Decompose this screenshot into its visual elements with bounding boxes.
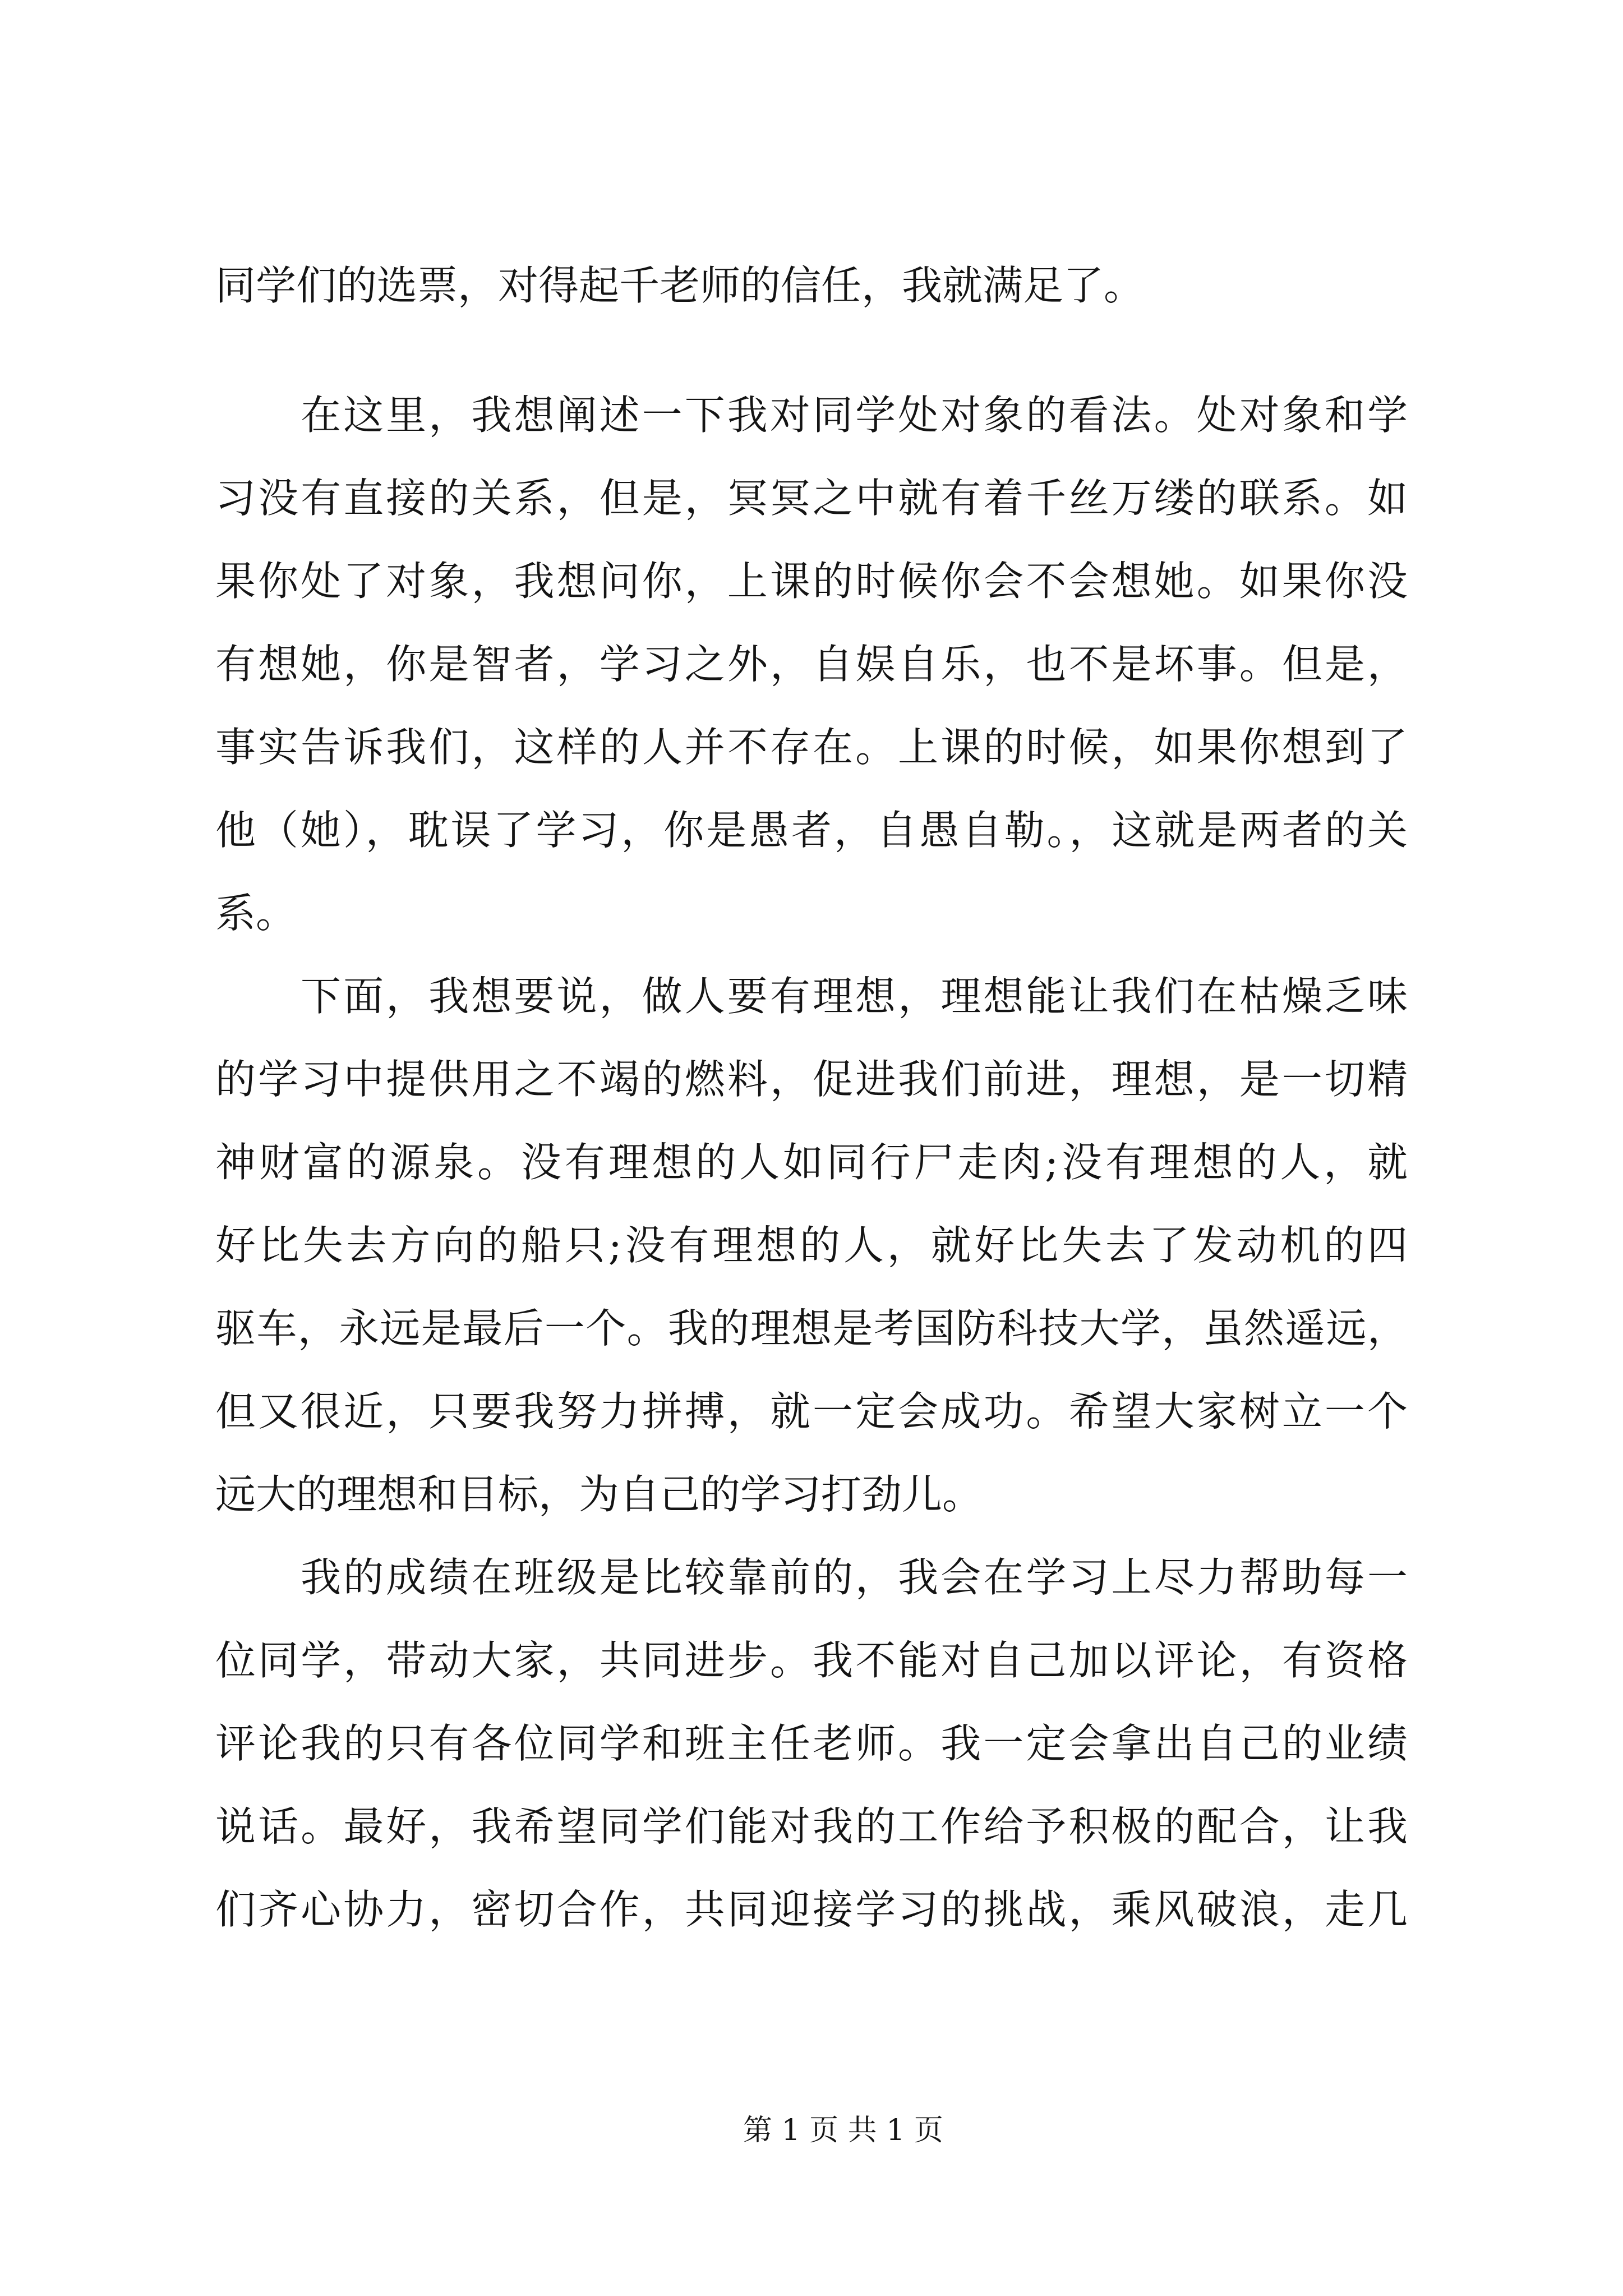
paragraph-dating-view (215, 374, 1408, 955)
text-line: 同学们的选票，对得起千老师的信任，我就满足了。 (215, 262, 1145, 309)
text-line: 习没有直接的关系，但是，冥冥之中就有着千丝万缕的联系。如 (215, 475, 1408, 522)
page-number-footer: 第 1 页 共 1 页 (743, 2114, 943, 2147)
text-line: 事实告诉我们，这样的人并不存在。上课的时候，如果你想到了 (215, 724, 1408, 771)
text-line: 但又很近，只要我努力拼搏，就一定会成功。希望大家树立一个 (215, 1388, 1408, 1435)
text-line: 远大的理想和目标，为自己的学习打劲儿。 (215, 1471, 983, 1518)
text-line: 果你处了对象，我想问你，上课的时候你会不会想她。如果你没 (215, 558, 1408, 605)
text-line: 好比失去方向的船只;没有理想的人，就好比失去了发动机的四 (215, 1222, 1408, 1269)
text-line: 神财富的源泉。没有理想的人如同行尸走肉;没有理想的人，就 (215, 1139, 1408, 1186)
text-line: 我的成绩在班级是比较靠前的，我会在学习上尽力帮助每一 (301, 1554, 1408, 1601)
text-line: 的学习中提供用之不竭的燃料，促进我们前进，理想，是一切精 (215, 1056, 1408, 1103)
text-line: 系。 (215, 890, 297, 937)
text-line: 评论我的只有各位同学和班主任老师。我一定会拿出自己的业绩 (215, 1720, 1408, 1767)
body-text (215, 244, 1408, 1951)
paragraph-grades (215, 1536, 1408, 1951)
text-line: 位同学，带动大家，共同进步。我不能对自己加以评论，有资格 (215, 1637, 1408, 1684)
paragraph-continued (215, 244, 1408, 327)
paragraph-ideals (215, 955, 1408, 1536)
text-line: 说话。最好，我希望同学们能对我的工作给予积极的配合，让我 (215, 1803, 1408, 1850)
text-line: 们齐心协力，密切合作，共同迎接学习的挑战，乘风破浪，走几 (215, 1886, 1408, 1933)
text-line: 在这里，我想阐述一下我对同学处对象的看法。处对象和学 (301, 392, 1408, 439)
text-line: 他（她），耽误了学习，你是愚者，自愚自勒。，这就是两者的关 (215, 807, 1408, 854)
text-line: 驱车，永远是最后一个。我的理想是考国防科技大学，虽然遥远， (215, 1305, 1408, 1352)
text-line: 下面，我想要说，做人要有理想，理想能让我们在枯燥乏味 (301, 973, 1408, 1020)
text-line: 有想她，你是智者，学习之外，自娱自乐，也不是坏事。但是， (215, 641, 1408, 688)
